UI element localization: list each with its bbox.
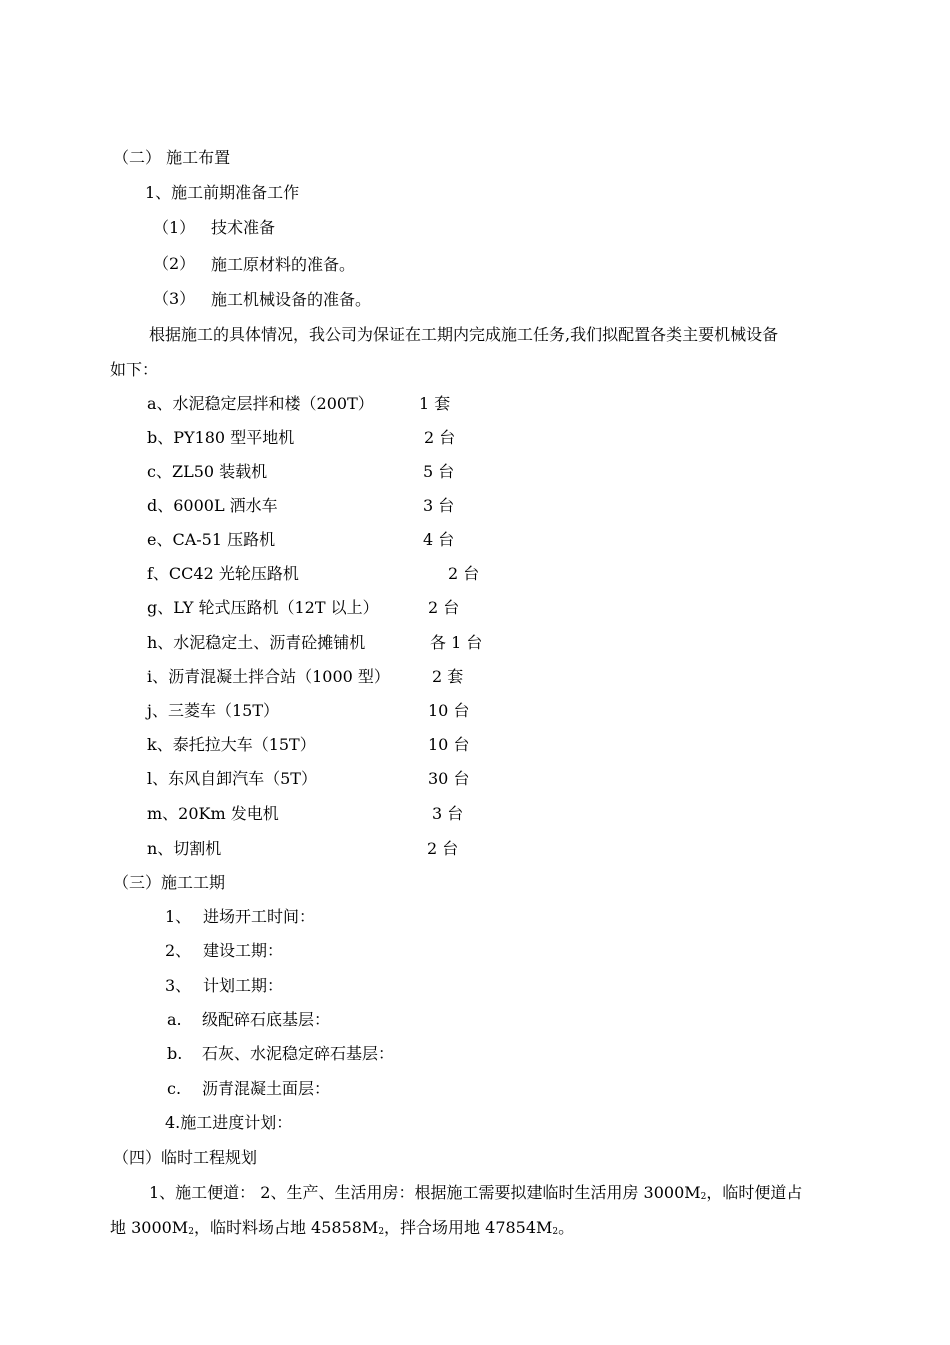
sub-text-tech-prep: 技术准备 [211,218,276,237]
schedule-item-num: 1、 [165,907,192,926]
sub-num-1: （1） [153,218,196,237]
equipment-name: l、东风自卸汽车（5T） [147,769,317,788]
equipment-name: a、水泥稳定层拌和楼（200T） [147,394,374,413]
equipment-qty: 3 台 [432,804,464,823]
schedule-progress-plan: 4.施工进度计划： [165,1113,293,1132]
schedule-item-text: 级配碎石底基层： [202,1010,331,1029]
equipment-qty: 2 套 [432,667,464,686]
sub-text-machine-prep: 施工机械设备的准备。 [211,290,372,309]
equipment-name: k、泰托拉大车（15T） [147,735,316,754]
paragraph-line-2: 如下： [110,360,159,379]
equipment-qty: 各 1 台 [430,633,483,652]
equipment-name: c、ZL50 装载机 [147,462,268,481]
equipment-qty: 2 台 [428,598,460,617]
equipment-qty: 30 台 [428,769,470,788]
unit-superscript: 2 [188,1227,194,1237]
schedule-item-text: 进场开工时间： [203,907,316,926]
schedule-item-text: 建设工期： [203,941,284,960]
schedule-item-text: 计划工期： [203,976,284,995]
equipment-name: e、CA-51 压路机 [147,530,276,549]
section-heading-layout: （二） 施工布置 [113,148,231,167]
schedule-item-num: c. [167,1079,182,1098]
equipment-name: g、LY 轮式压路机（12T 以上） [147,598,379,617]
equipment-name: h、水泥稳定土、沥青砼摊铺机 [147,633,366,652]
heading-prep-work: 1、施工前期准备工作 [145,183,300,202]
schedule-item-num: a. [167,1010,182,1029]
paragraph-line-1: 根据施工的具体情况，我公司为保证在工期内完成施工任务,我们拟配置各类主要机械设备 [149,325,779,344]
equipment-qty: 10 台 [428,701,470,720]
schedule-item-text: 石灰、水泥稳定碎石基层： [202,1044,395,1063]
equipment-name: j、三菱车（15T） [147,701,279,720]
sub-num-3: （3） [153,289,196,308]
section-heading-temporary-works: （四）临时工程规划 [113,1148,258,1167]
temporary-works-line-1: 1、施工便道： 2、生产、生活用房：根据施工需要拟建临时生活用房 $3000M_2$，临时便道占 [149,1183,803,1202]
equipment-name: i、沥青混凝土拌合站（1000 型） [147,667,390,686]
equipment-qty: 2 台 [448,564,480,583]
unit-superscript: 2 [700,1192,707,1202]
unit-superscript: 2 [552,1227,559,1237]
sub-num-2: （2） [153,254,196,273]
sub-text-material-prep: 施工原材料的准备。 [211,255,356,274]
equipment-qty: 4 台 [423,530,455,549]
equipment-qty: 1 套 [419,394,451,413]
equipment-qty: 5 台 [423,462,455,481]
equipment-qty: 2 台 [427,839,459,858]
temporary-works-line-2: 地 $3000M_2$，临时料场占地 $45858M_2$，拌合场用地 $47854M_2$。 [110,1218,575,1237]
equipment-qty: 2 台 [424,428,456,447]
schedule-item-num: 2、 [165,941,192,960]
schedule-item-num: 3、 [165,976,192,995]
equipment-name: d、6000L 洒水车 [147,496,278,515]
equipment-qty: 3 台 [423,496,455,515]
schedule-item-num: b. [167,1044,183,1063]
equipment-qty: 10 台 [428,735,470,754]
schedule-item-text: 沥青混凝土面层： [202,1079,331,1098]
unit-superscript: 2 [378,1227,385,1237]
equipment-name: m、20Km 发电机 [147,804,279,823]
section-heading-schedule: （三）施工工期 [113,873,226,892]
equipment-name: f、CC42 光轮压路机 [147,564,299,583]
equipment-name: n、切割机 [147,839,222,858]
equipment-name: b、PY180 型平地机 [147,428,295,447]
